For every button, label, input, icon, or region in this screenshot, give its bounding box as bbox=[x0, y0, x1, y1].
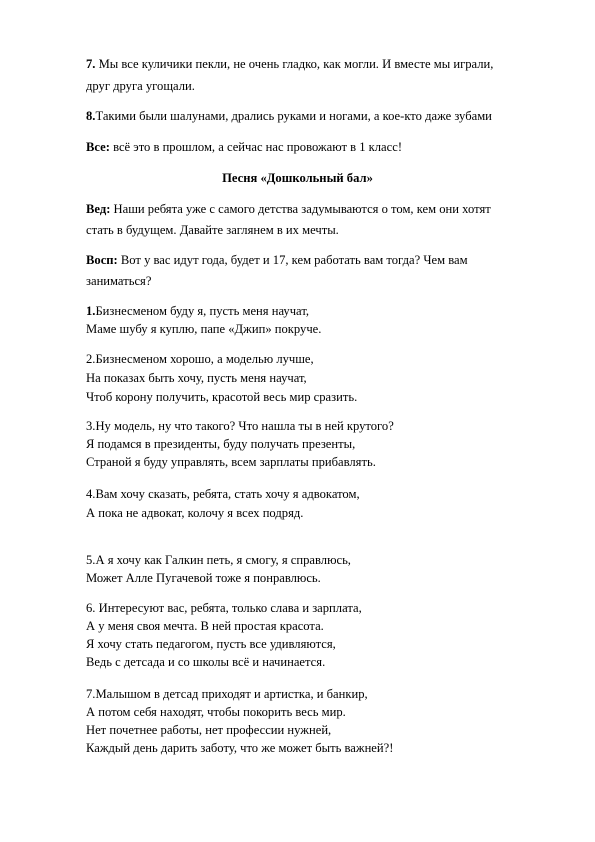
verse-6-line-2: А у меня своя мечта. В ней простая красота. bbox=[86, 619, 324, 633]
speaker-label: Восп: bbox=[86, 253, 118, 267]
paragraph-host-line-2: стать в будущем. Давайте заглянем в их мечты. bbox=[86, 223, 339, 237]
verse-7-line-3: Нет почетнее работы, нет профессии нужней, bbox=[86, 723, 332, 737]
item-number: 7. bbox=[86, 57, 96, 71]
verse-2-line-2: На показах быть хочу, пусть меня научат, bbox=[86, 371, 307, 385]
verse-3-line-3: Страной я буду управлять, всем зарплаты прибавлять. bbox=[86, 455, 376, 469]
paragraph-8: 8.Такими были шалунами, дрались руками и ногами, а кое-кто даже зубами bbox=[86, 109, 492, 123]
verse-1-line-1: 1.Бизнесменом буду я, пусть меня научат, bbox=[86, 304, 310, 318]
paragraph-teacher-line-1: Восп: Вот у вас идут года, будет и 17, кем работать вам тогда? Чем вам bbox=[86, 253, 468, 267]
verse-6-line-4: Ведь с детсада и со школы всё и начинается. bbox=[86, 655, 326, 669]
paragraph-7-line-2: друг друга угощали. bbox=[86, 79, 195, 93]
speaker-label: Вед: bbox=[86, 202, 111, 216]
paragraph-teacher-line-2: заниматься? bbox=[86, 274, 152, 288]
verse-5-line-1: 5.А я хочу как Галкин петь, я смогу, я справлюсь, bbox=[86, 553, 351, 567]
verse-4-line-1: 4.Вам хочу сказать, ребята, стать хочу я адвокатом, bbox=[86, 487, 360, 501]
verse-6-line-1: 6. Интересуют вас, ребята, только слава и зарплата, bbox=[86, 601, 362, 615]
verse-6-line-3: Я хочу стать педагогом, пусть все удивляются, bbox=[86, 637, 336, 651]
verse-5-line-2: Может Алле Пугачевой тоже я понравлюсь. bbox=[86, 571, 321, 585]
verse-4-line-2: А пока не адвокат, колочу я всех подряд. bbox=[86, 506, 304, 520]
item-number: 1. bbox=[86, 304, 96, 318]
paragraph-7-line-1: 7. Мы все куличики пекли, не очень гладко, как могли. И вместе мы играли, bbox=[86, 57, 494, 71]
verse-3-line-1: 3.Ну модель, ну что такого? Что нашла ты в ней крутого? bbox=[86, 419, 394, 433]
verse-2-line-3: Чтоб корону получить, красотой весь мир сразить. bbox=[86, 390, 358, 404]
verse-7-line-1: 7.Малышом в детсад приходят и артистка, и банкир, bbox=[86, 687, 368, 701]
verse-7-line-2: А потом себя находят, чтобы покорить весь мир. bbox=[86, 705, 346, 719]
item-number: 8. bbox=[86, 109, 96, 123]
verse-7-line-4: Каждый день дарить заботу, что же может быть важней?! bbox=[86, 741, 394, 755]
song-title: Песня «Дошкольный бал» bbox=[222, 171, 373, 185]
paragraph-host-line-1: Вед: Наши ребята уже с самого детства задумываются о том, кем они хотят bbox=[86, 202, 491, 216]
verse-3-line-2: Я подамся в президенты, буду получать презенты, bbox=[86, 437, 356, 451]
verse-2-line-1: 2.Бизнесменом хорошо, а моделью лучше, bbox=[86, 352, 314, 366]
verse-1-line-2: Маме шубу я куплю, папе «Джип» покруче. bbox=[86, 322, 322, 336]
speaker-label: Все: bbox=[86, 140, 110, 154]
paragraph-all: Все: всё это в прошлом, а сейчас нас провожают в 1 класс! bbox=[86, 140, 403, 154]
